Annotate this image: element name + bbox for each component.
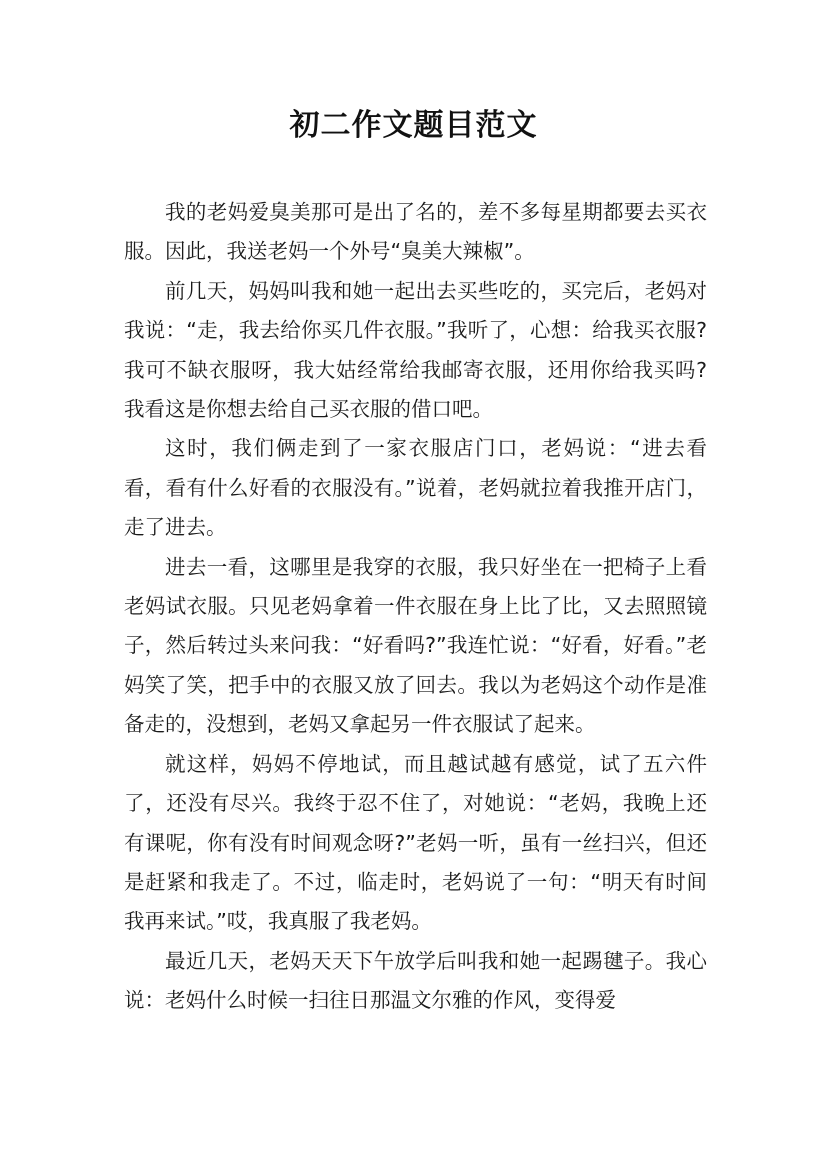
paragraph: 前几天，妈妈叫我和她一起出去买些吃的，买完后，老妈对我说：“走，我去给你买几件衣服。”我听了，心想：给我买衣服?我可不缺衣服呀，我大姑经常给我邮寄衣服，还用你给我买吗?我看这是你想去给自己买衣服的借口吧。 — [124, 278, 707, 422]
paragraph: 我的老妈爱臭美那可是出了名的，差不多每星期都要去买衣服。因此，我送老妈一个外号“臭美大辣椒”。 — [124, 200, 707, 264]
document-body — [124, 193, 707, 1021]
document-title: 初二作文题目范文 — [289, 108, 538, 143]
paragraph: 进去一看，这哪里是我穿的衣服，我只好坐在一把椅子上看老妈试衣服。只见老妈拿着一件衣服在身上比了比，又去照照镜子，然后转过头来问我：“好看吗?”我连忙说：“好看，好看。”老妈笑了笑，把手中的衣服又放了回去。我以为老妈这个动作是准备走的，没想到，老妈又拿起另一件衣服试了起来。 — [124, 554, 707, 737]
paragraph: 这时，我们俩走到了一家衣服店门口，老妈说：“进去看看，看有什么好看的衣服没有。”说着，老妈就拉着我推开店门，走了进去。 — [124, 436, 707, 540]
paragraph: 最近几天，老妈天天下午放学后叫我和她一起踢毽子。我心说：老妈什么时候一扫往日那温文尔雅的作风，变得爱 — [124, 948, 707, 1013]
paragraph: 就这样，妈妈不停地试，而且越试越有感觉，试了五六件了，还没有尽兴。我终于忍不住了，对她说：“老妈，我晚上还有课呢，你有没有时间观念呀?”老妈一听，虽有一丝扫兴，但还是赶紧和我走了。不过，临走时，老妈说了一句：“明天有时间我再来试。”哎，我真服了我老妈。 — [124, 751, 707, 934]
